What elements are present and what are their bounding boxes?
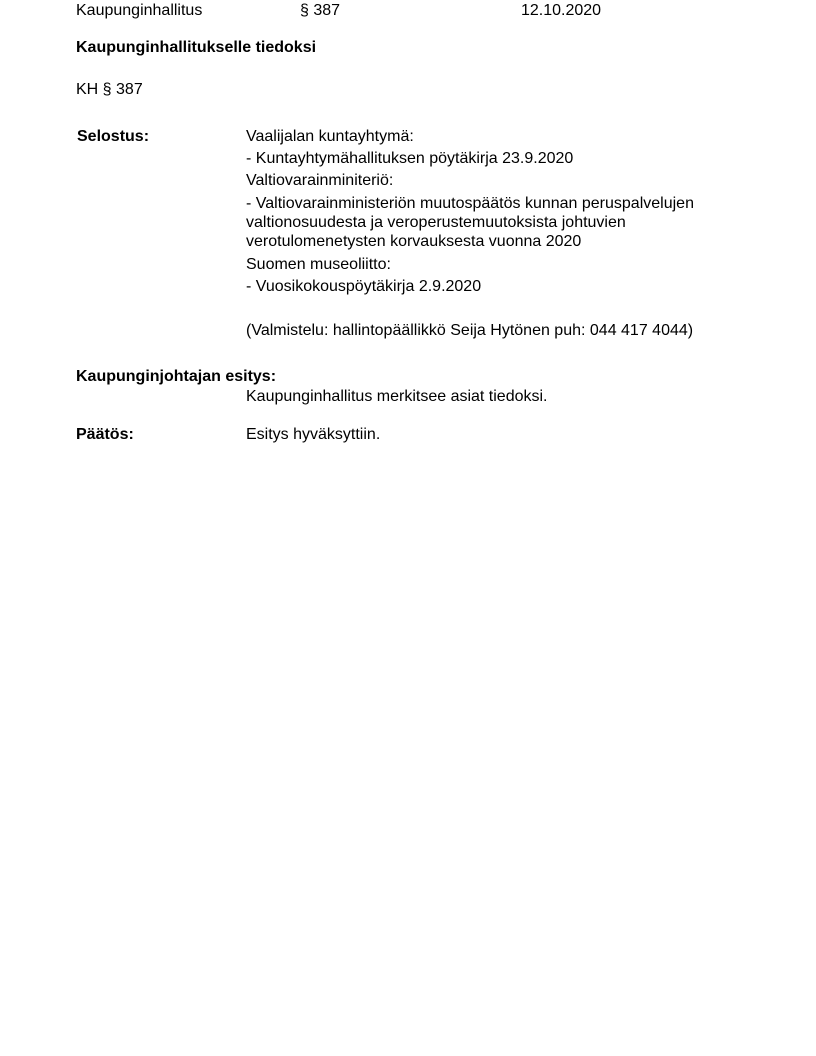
preparer-note: (Valmistelu: hallintopäällikkö Seija Hytönen puh: 044 417 4044) — [246, 322, 694, 339]
document-title: Kaupunginhallitukselle tiedoksi — [76, 39, 317, 56]
header-section: § 387 — [300, 2, 341, 19]
selostus-line: Vaalijalan kuntayhtymä: — [246, 128, 414, 145]
selostus-line: Valtiovarainminiteriö: — [246, 172, 394, 189]
decision-text: Esitys hyväksyttiin. — [246, 426, 381, 443]
decision-label: Päätös: — [76, 426, 134, 443]
selostus-line: Suomen museoliitto: — [246, 256, 391, 273]
selostus-label: Selostus: — [77, 128, 150, 145]
header-date: 12.10.2020 — [521, 2, 602, 19]
selostus-line: - Vuosikokouspöytäkirja 2.9.2020 — [246, 278, 482, 295]
proposal-text: Kaupunginhallitus merkitsee asiat tiedoksi. — [246, 388, 548, 405]
selostus-line: - Valtiovarainministeriön muutospäätös kunnan peruspalvelujen valtionosuudesta ja veroperustemuutoksista johtuvien verotulomenetysten korvauksesta vuonna 2020 — [246, 195, 694, 250]
proposal-label: Kaupunginjohtajan esitys: — [76, 368, 277, 385]
reference-section: KH § 387 — [76, 81, 143, 98]
header-organ: Kaupunginhallitus — [76, 2, 203, 19]
selostus-line: - Kuntayhtymähallituksen pöytäkirja 23.9.2020 — [246, 150, 574, 167]
